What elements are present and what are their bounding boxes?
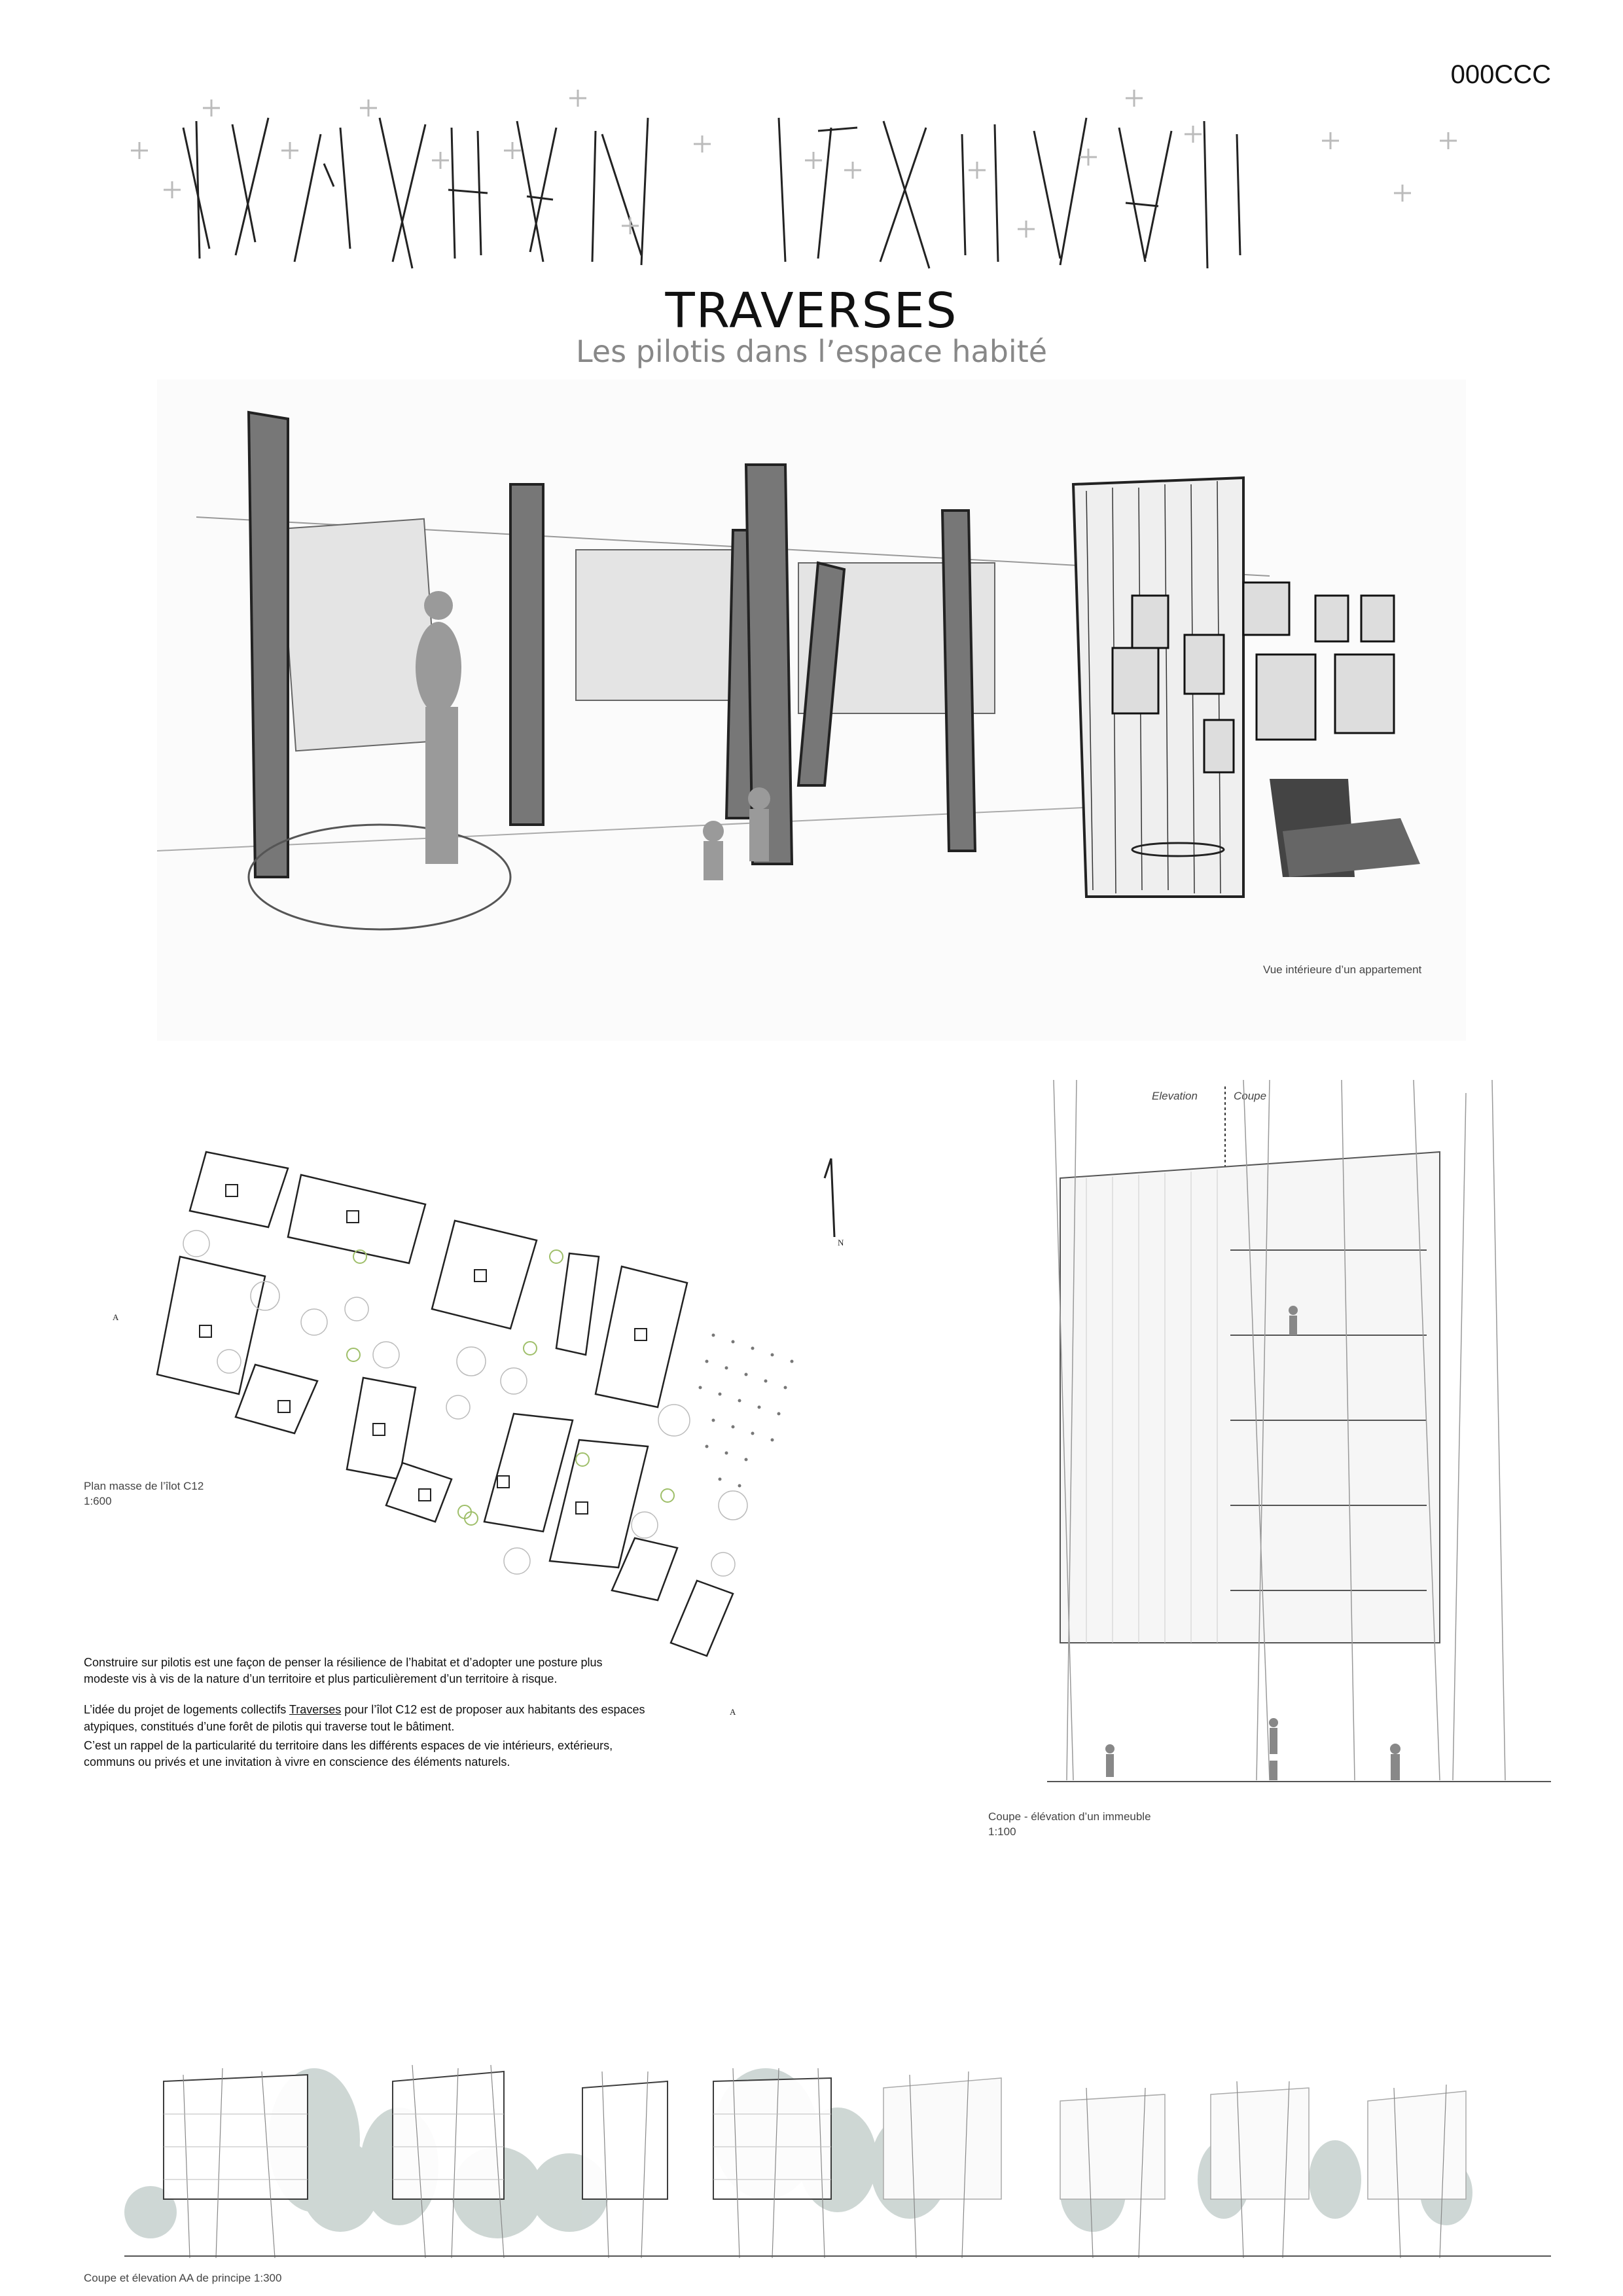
elevation-label: Elevation <box>1152 1090 1198 1102</box>
interior-caption: Vue intérieure d’un appartement <box>1263 963 1422 976</box>
description-paragraph-3: C’est un rappel de la particularité du territoire dans les différents espaces de vie intérieurs, extérieurs, communs ou privés et une invitation à vivre en conscience des éléments naturels. <box>84 1738 613 1768</box>
interior-sketch <box>157 380 1466 1041</box>
section-label: Coupe <box>1234 1090 1267 1102</box>
street-elevation <box>124 2062 1551 2258</box>
project-code: 000CCC <box>1450 60 1551 89</box>
section-marker-right: A <box>730 1707 736 1717</box>
section-scale: 1:100 <box>988 1825 1016 1838</box>
description-paragraph-1: Construire sur pilotis est une façon de penser la résilience de l’habitat et d’adopter une posture plus modeste vis à vis de la nature d’un territoire et plus particulièrement d’un territoire à risque. <box>84 1656 603 1686</box>
section-title: Coupe - élévation d’un immeuble <box>988 1810 1151 1823</box>
page-subtitle: Les pilotis dans l’espace habité <box>575 334 1048 369</box>
decorative-stick-lettering <box>124 72 1472 288</box>
plan-title: Plan masse de l’îlot C12 <box>84 1480 204 1492</box>
building-section <box>1047 1080 1551 1800</box>
page-title: TRAVERSES <box>665 283 958 339</box>
north-label: N <box>838 1238 844 1247</box>
section-marker-left: A <box>113 1312 119 1322</box>
description-text: pour l’îlot C12 est de proposer aux habitants des espaces atypiques, constitués d’une forêt de pilotis qui traverse tout le bâtiment. <box>84 1703 645 1733</box>
plan-caption <box>84 1479 204 1509</box>
site-plan <box>105 1139 883 1728</box>
description-text: L’idée du projet de logements collectifs <box>84 1703 289 1717</box>
description <box>84 1655 647 1785</box>
project-name: Traverses <box>289 1703 342 1717</box>
plan-scale: 1:600 <box>84 1494 112 1507</box>
description-paragraph-2 <box>84 1702 647 1734</box>
elevation-caption: Coupe et élevation AA de principe 1:300 <box>84 2272 282 2284</box>
section-caption <box>988 1810 1151 1840</box>
